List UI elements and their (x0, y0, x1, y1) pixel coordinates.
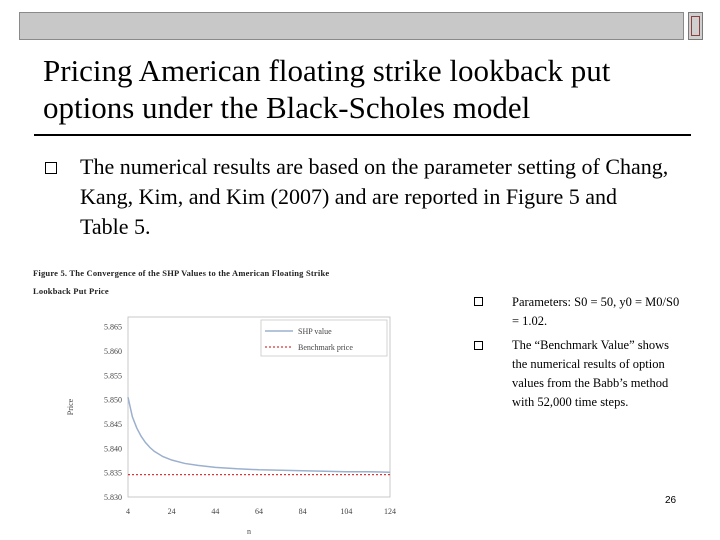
y-tick-label: 5.855 (104, 371, 122, 381)
x-tick-label: 84 (298, 507, 307, 516)
y-axis-label: Price (66, 398, 75, 416)
title-line-1: Pricing American floating strike lookback put (43, 53, 611, 88)
x-tick-label: 24 (167, 507, 176, 516)
x-tick-label: 4 (126, 507, 130, 516)
y-tick-label: 5.860 (104, 347, 122, 357)
x-tick-label: 124 (384, 507, 396, 516)
y-tick-label: 5.845 (104, 420, 122, 430)
y-tick-label: 5.835 (104, 468, 122, 478)
legend-label-shp: SHP value (298, 327, 332, 336)
legend-label-benchmark: Benchmark price (298, 343, 353, 352)
x-tick-label: 64 (255, 507, 263, 516)
x-tick-label: 104 (340, 507, 353, 516)
page-number: 26 (665, 495, 677, 506)
x-tick-label: 44 (211, 507, 220, 516)
side-bullet-parameters: Parameters: S0 = 50, y0 = M0/S0 = 1.02. (512, 295, 680, 328)
side-bullet-benchmark: The “Benchmark Value” shows the numerical results of option values from the Babb’s method with 52,000 time steps. (512, 338, 670, 409)
figure-caption-line-2: Lookback Put Price (33, 286, 109, 296)
main-bullet-text: The numerical results are based on the parameter setting of Chang, Kang, Kim, and Kim (2007) and are reported in Figure 5 and Table 5. (80, 154, 669, 239)
y-tick-label: 5.865 (104, 322, 122, 332)
y-tick-label: 5.840 (104, 444, 122, 454)
y-tick-label: 5.850 (104, 395, 122, 405)
bullet-square-icon (474, 341, 483, 350)
bullet-square-icon (474, 297, 483, 306)
x-axis-label: n (247, 527, 251, 536)
series-line-shp (128, 397, 390, 472)
title-line-2: options under the Black-Scholes model (43, 90, 531, 125)
y-tick-label: 5.830 (104, 493, 122, 502)
figure-caption-line-1: Figure 5. The Convergence of the SHP Values to the American Floating Strike (33, 268, 330, 278)
